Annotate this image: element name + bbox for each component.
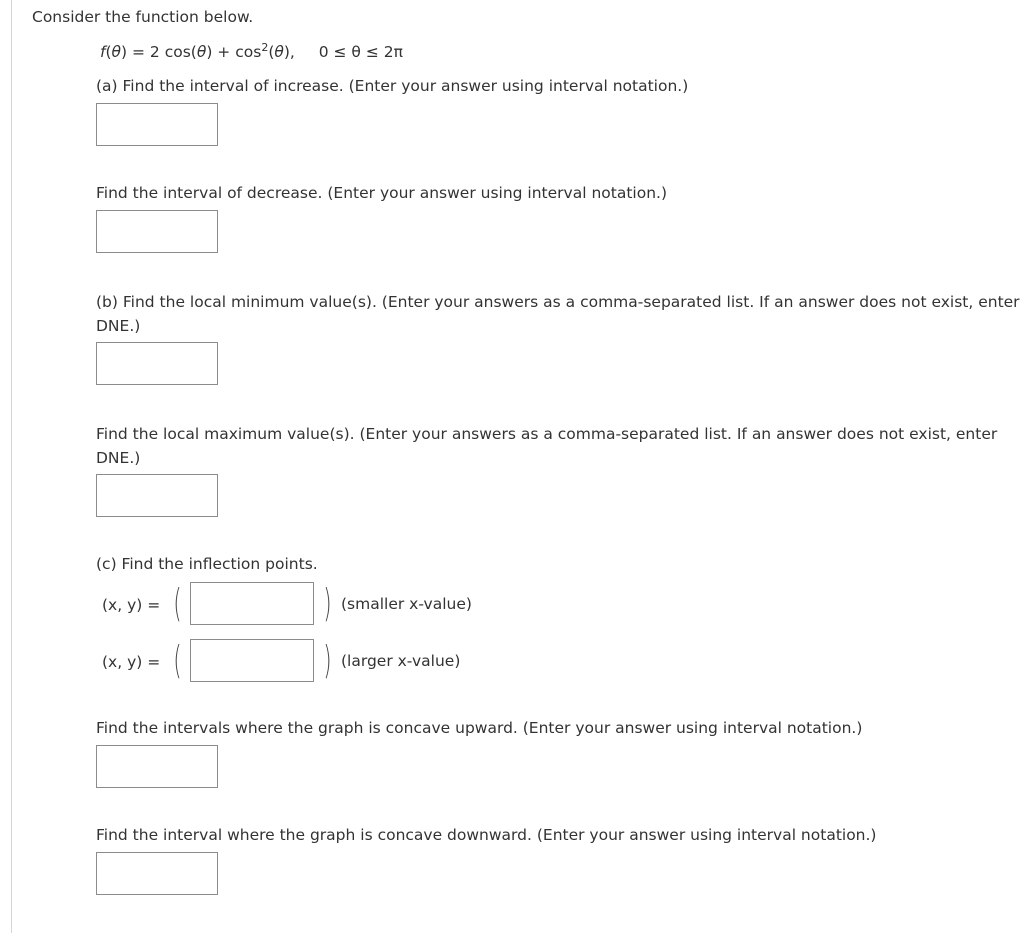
question-a-increase: (a) Find the interval of increase. (Enter your answer using interval notation.): [96, 77, 689, 95]
answer-input-concave-up[interactable]: [96, 745, 218, 788]
answer-input-decrease[interactable]: [96, 210, 218, 253]
xy-label-1: (x, y) =: [102, 596, 161, 614]
close-paren-1: ): [323, 581, 332, 625]
intro-text: Consider the function below.: [32, 8, 254, 26]
answer-input-concave-down[interactable]: [96, 852, 218, 895]
larger-x-label: (larger x-value): [341, 652, 461, 670]
answer-input-increase[interactable]: [96, 103, 218, 146]
answer-input-local-max[interactable]: [96, 474, 218, 517]
question-b-max: Find the local maximum value(s). (Enter your answers as a comma-separated list. If an answer does not exist, enter DNE.): [96, 425, 998, 467]
answer-input-local-min[interactable]: [96, 342, 218, 385]
left-border: [11, 0, 12, 933]
close-paren-2: ): [323, 638, 332, 682]
function-definition: f(θ) = 2 $\cos(\theta) + \cos^2(\theta)$, 0 ≤ θ ≤ 2π: [100, 41, 403, 61]
question-a-decrease: Find the interval of decrease. (Enter your answer using interval notation.): [96, 184, 667, 202]
question-concave-down: Find the interval where the graph is concave downward. (Enter your answer using interval notation.): [96, 826, 877, 844]
question-c-inflection: (c) Find the inflection points.: [96, 555, 318, 573]
smaller-x-label: (smaller x-value): [341, 595, 472, 613]
answer-input-inflection-smaller[interactable]: [190, 582, 314, 625]
open-paren-2: (: [173, 638, 182, 682]
function-domain: 0 ≤ θ ≤ 2π: [318, 43, 403, 61]
question-concave-up: Find the intervals where the graph is concave upward. (Enter your answer using interval notation.): [96, 719, 863, 737]
xy-label-2: (x, y) =: [102, 653, 161, 671]
answer-input-inflection-larger[interactable]: [190, 639, 314, 682]
open-paren-1: (: [173, 581, 182, 625]
question-b-min: (b) Find the local minimum value(s). (Enter your answers as a comma-separated list. If an answer does not exist, enter DNE.): [96, 293, 1020, 335]
